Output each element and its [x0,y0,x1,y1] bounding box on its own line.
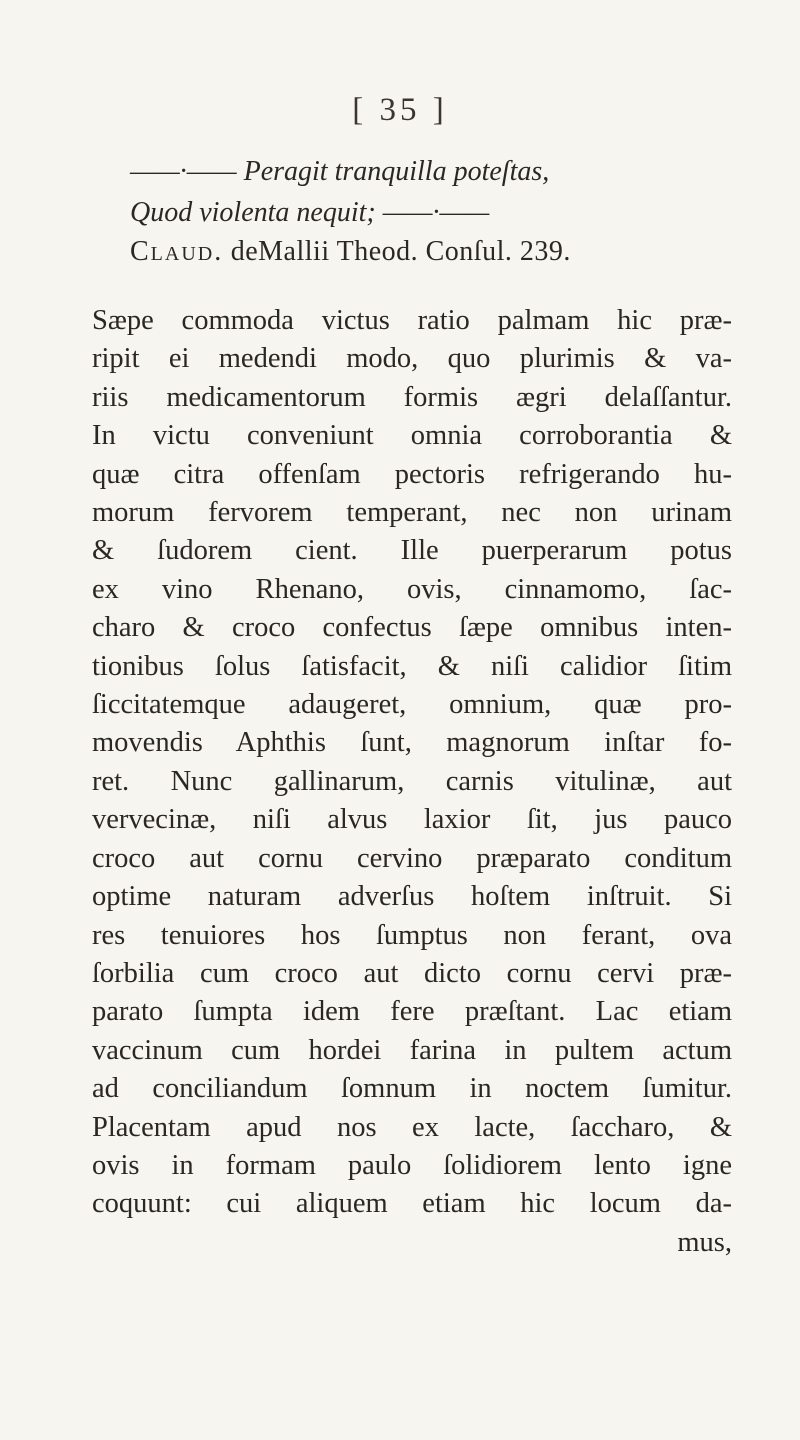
body-line: tionibus ſolus ſatisfacit, & niſi calidior ſitim [92,650,732,682]
epigraph-author: Claud. [130,236,224,267]
body-line: ſiccitatemque adaugeret, omnium, quæ pro- [92,689,732,721]
body-line: riis medicamentorum formis ægri delaſſantur. [92,381,732,413]
body-line: parato ſumpta idem fere præſtant. Lac etiam [92,996,732,1028]
body-line: quæ citra offenſam pectoris refrigerando hu- [92,458,732,490]
body-paragraph [92,302,732,1262]
body-line: ovis in formam paulo ſolidiorem lento igne [92,1149,732,1181]
body-line: ret. Nunc gallinarum, carnis vitulinæ, aut [92,765,732,797]
epigraph-citation [130,236,730,268]
body-line: ripit ei medendi modo, quo plurimis & va- [92,343,732,375]
body-line: res tenuiores hos ſumptus non ferant, ova [92,919,732,951]
body-line: vervecinæ, niſi alvus laxior ſit, jus pauco [92,804,732,836]
body-line: ſorbilia cum croco aut dicto cornu cervi præ- [92,957,732,989]
body-line: coquunt: cui aliquem etiam hic locum da- [92,1188,732,1220]
body-line: & ſudorem cient. Ille puerperarum potus [92,535,732,567]
body-line: In victu conveniunt omnia corroborantia & [92,420,732,452]
epigraph-line-2: Quod violenta nequit; ——·—— [130,197,490,228]
body-line: charo & croco confectus ſæpe omnibus inten- [92,612,732,644]
body-line: morum fervorem temperant, nec non urinam [92,497,732,529]
epigraph-line-1: ——·—— Peragit tranquilla poteſtas, [130,156,550,187]
body-line: ad conciliandum ſomnum in noctem ſumitur. [92,1073,732,1105]
page-number: [ 35 ] [352,92,448,128]
epigraph-source: deMallii Theod. Conſul. 239. [223,236,571,267]
body-line: movendis Aphthis ſunt, magnorum inſtar fo- [92,727,732,759]
body-line: croco aut cornu cervino præparato conditum [92,842,732,874]
catchword: mus, [677,1226,732,1258]
body-line: optime naturam adverſus hoſtem inſtruit. Si [92,881,732,913]
body-line: Sæpe commoda victus ratio palmam hic præ- [92,305,732,336]
body-line: ex vino Rhenano, ovis, cinnamomo, ſac- [92,573,732,605]
body-line: Placentam apud nos ex lacte, ſaccharo, & [92,1111,732,1143]
body-line: vaccinum cum hordei farina in pultem actum [92,1034,732,1066]
